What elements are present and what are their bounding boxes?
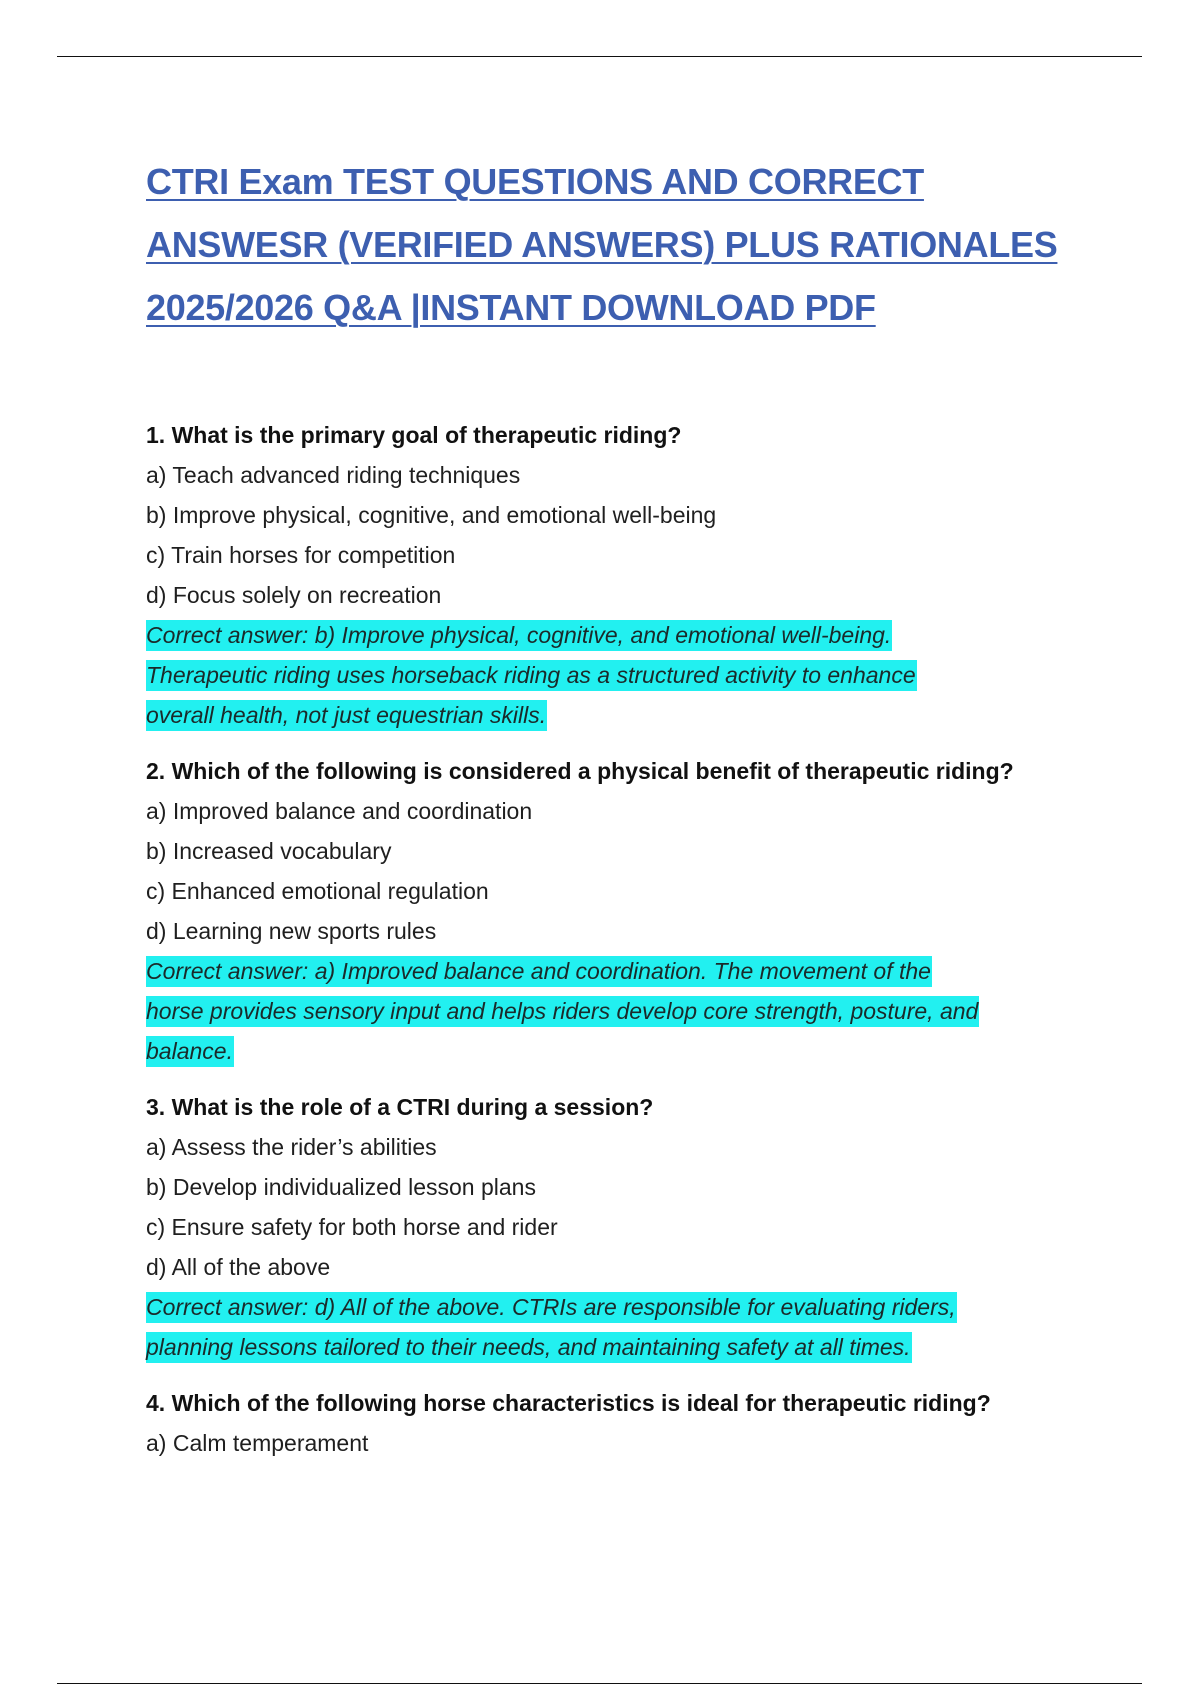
answer-option: a) Improved balance and coordination <box>146 798 533 824</box>
correct-answer-rationale <box>146 1287 1106 1367</box>
title-line: 2025/2026 Q&A |INSTANT DOWNLOAD PDF <box>146 287 876 328</box>
answer-option: a) Teach advanced riding techniques <box>146 462 521 488</box>
question-text: 3. What is the role of a CTRI during a session? <box>146 1094 654 1120</box>
answer-option: c) Enhanced emotional regulation <box>146 878 489 904</box>
highlighted-answer-text: Correct answer: d) All of the above. CTRIs are responsible for evaluating riders, <box>146 1292 957 1323</box>
highlighted-answer-text: overall health, not just equestrian skills. <box>146 700 547 731</box>
correct-answer-rationale <box>146 951 1106 1071</box>
answer-option: c) Ensure safety for both horse and rider <box>146 1214 558 1240</box>
answer-option: b) Develop individualized lesson plans <box>146 1174 536 1200</box>
answer-option: c) Train horses for competition <box>146 542 456 568</box>
correct-answer-rationale <box>146 615 1106 735</box>
highlighted-answer-text: balance. <box>146 1036 234 1067</box>
question-text: 4. Which of the following horse characteristics is ideal for therapeutic riding? <box>146 1390 991 1416</box>
highlighted-answer-text: Therapeutic riding uses horseback riding as a structured activity to enhance <box>146 660 917 691</box>
bottom-divider <box>57 1683 1142 1684</box>
title-line: CTRI Exam TEST QUESTIONS AND CORRECT <box>146 161 924 202</box>
question-block <box>146 1087 1106 1367</box>
document-body <box>146 150 1106 1479</box>
question-block <box>146 415 1106 735</box>
title-line: ANSWESR (VERIFIED ANSWERS) PLUS RATIONALES <box>146 224 1058 265</box>
question-list <box>146 415 1106 1463</box>
answer-option: a) Calm temperament <box>146 1430 369 1456</box>
highlighted-answer-text: Correct answer: b) Improve physical, cognitive, and emotional well-being. <box>146 620 892 651</box>
question-text: 2. Which of the following is considered a physical benefit of therapeutic riding? <box>146 758 1014 784</box>
document-title[interactable] <box>146 150 1106 339</box>
answer-option: b) Improve physical, cognitive, and emotional well-being <box>146 502 717 528</box>
highlighted-answer-text: horse provides sensory input and helps riders develop core strength, posture, and <box>146 996 979 1027</box>
top-divider <box>57 56 1142 57</box>
answer-option: d) Focus solely on recreation <box>146 582 442 608</box>
answer-option: a) Assess the rider’s abilities <box>146 1134 437 1160</box>
question-block <box>146 1383 1106 1463</box>
answer-option: d) Learning new sports rules <box>146 918 437 944</box>
answer-option: b) Increased vocabulary <box>146 838 392 864</box>
highlighted-answer-text: Correct answer: a) Improved balance and coordination. The movement of the <box>146 956 932 987</box>
highlighted-answer-text: planning lessons tailored to their needs, and maintaining safety at all times. <box>146 1332 912 1363</box>
question-block <box>146 751 1106 1071</box>
answer-option: d) All of the above <box>146 1254 331 1280</box>
question-text: 1. What is the primary goal of therapeutic riding? <box>146 422 682 448</box>
